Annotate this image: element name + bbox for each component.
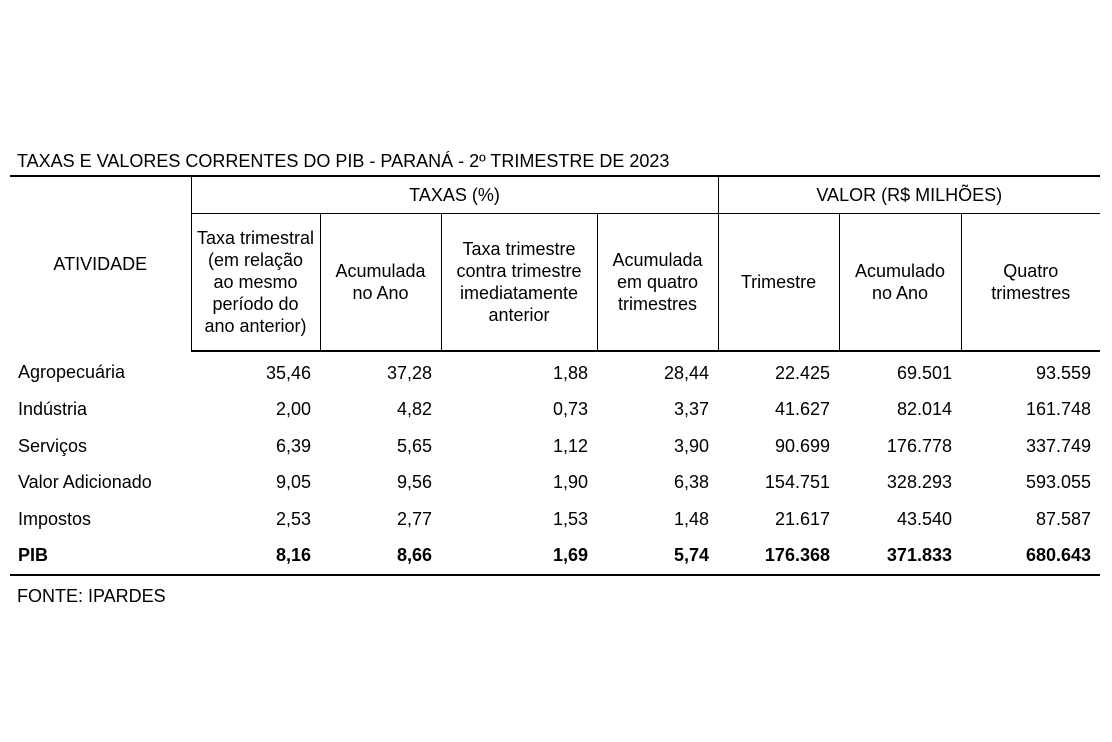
values-group-header: VALOR (R$ MILHÕES) bbox=[718, 176, 1100, 214]
table-cell: 6,38 bbox=[673, 472, 709, 493]
table-cell: 28,44 bbox=[663, 362, 709, 383]
table-cell: 5,65 bbox=[396, 435, 432, 456]
activity-cell: Indústria bbox=[18, 399, 88, 420]
table-cell: 21.617 bbox=[774, 508, 830, 529]
column-header: Trimestre bbox=[718, 214, 839, 352]
table-cell: 176.368 bbox=[718, 538, 839, 576]
table-cell: 2,53 bbox=[275, 508, 311, 529]
table-row bbox=[10, 501, 1100, 538]
table-cell: 1,12 bbox=[552, 435, 588, 456]
table-cell: 41.627 bbox=[774, 399, 830, 420]
table-cell: 43.540 bbox=[896, 508, 952, 529]
activity-cell: Impostos bbox=[18, 508, 92, 529]
table-cell: 69.501 bbox=[896, 362, 952, 383]
header-row-groups bbox=[10, 176, 1100, 214]
table-cell: 1,90 bbox=[552, 472, 588, 493]
column-header: Taxa trimestral (em relação ao mesmo período do ano anterior) bbox=[191, 214, 320, 352]
table-cell: 5,74 bbox=[597, 538, 718, 576]
activity-cell: Valor Adicionado bbox=[18, 472, 152, 493]
table-cell: 328.293 bbox=[886, 472, 952, 493]
activity-cell: PIB bbox=[10, 538, 191, 576]
table-row bbox=[10, 392, 1100, 429]
table-cell: 6,39 bbox=[275, 435, 311, 456]
table-cell: 1,88 bbox=[552, 362, 588, 383]
column-header: Acumulado no Ano bbox=[839, 214, 961, 352]
table-cell: 9,56 bbox=[396, 472, 432, 493]
table-cell: 3,90 bbox=[673, 435, 709, 456]
table-cell: 2,00 bbox=[275, 399, 311, 420]
table-cell: 1,48 bbox=[673, 508, 709, 529]
activity-cell: Serviços bbox=[18, 435, 88, 456]
table-row bbox=[10, 428, 1100, 465]
table-cell: 4,82 bbox=[396, 399, 432, 420]
table-row-total bbox=[10, 538, 1100, 576]
source-note: FONTE: IPARDES bbox=[17, 586, 166, 606]
table-cell: 154.751 bbox=[764, 472, 830, 493]
table-cell: 3,37 bbox=[673, 399, 709, 420]
table-cell: 8,66 bbox=[320, 538, 441, 576]
table-cell: 337.749 bbox=[1025, 435, 1092, 456]
table-cell: 176.778 bbox=[886, 435, 952, 456]
column-header: Acumulada em quatro trimestres bbox=[597, 214, 718, 352]
activity-cell: Agropecuária bbox=[18, 362, 126, 383]
table-cell: 93.559 bbox=[1035, 362, 1092, 383]
table-cell: 161.748 bbox=[1025, 399, 1092, 420]
table-cell: 35,46 bbox=[265, 362, 311, 383]
table-cell: 593.055 bbox=[1025, 472, 1092, 493]
table-cell: 9,05 bbox=[275, 472, 311, 493]
table-cell: 0,73 bbox=[552, 399, 588, 420]
table-row bbox=[10, 351, 1100, 392]
column-header: Quatro trimestres bbox=[961, 214, 1100, 352]
table-cell: 371.833 bbox=[839, 538, 961, 576]
gdp-table bbox=[10, 175, 1100, 576]
column-header: Acumulada no Ano bbox=[320, 214, 441, 352]
table-cell: 90.699 bbox=[774, 435, 830, 456]
table-title: TAXAS E VALORES CORRENTES DO PIB - PARANÁ - 2º TRIMESTRE DE 2023 bbox=[17, 151, 670, 171]
table-cell: 1,53 bbox=[552, 508, 588, 529]
table-cell: 82.014 bbox=[896, 399, 952, 420]
table-cell: 8,16 bbox=[191, 538, 320, 576]
table-cell: 2,77 bbox=[396, 508, 432, 529]
column-header: Taxa trimestre contra trimestre imediatamente anterior bbox=[441, 214, 597, 352]
table-row bbox=[10, 465, 1100, 502]
table-cell: 87.587 bbox=[1035, 508, 1092, 529]
table-cell: 37,28 bbox=[386, 362, 432, 383]
rates-group-header: TAXAS (%) bbox=[191, 176, 718, 214]
table-cell: 1,69 bbox=[441, 538, 597, 576]
table-cell: 22.425 bbox=[774, 362, 830, 383]
table-cell: 680.643 bbox=[961, 538, 1100, 576]
activity-header: ATIVIDADE bbox=[10, 176, 191, 351]
